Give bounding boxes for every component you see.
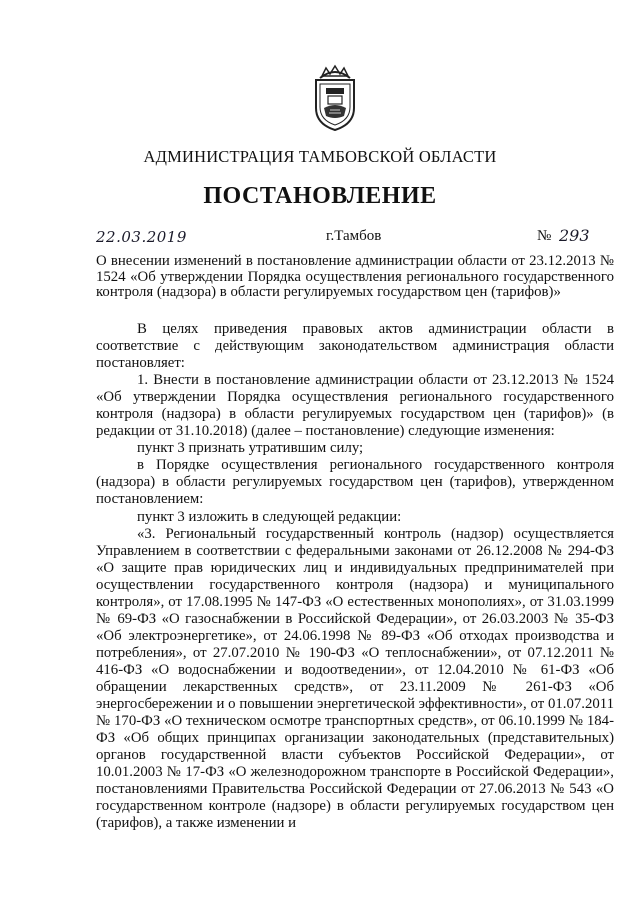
subitem-paragraph: пункт 3 признать утратившим силу; (137, 440, 364, 457)
coat-of-arms-icon (310, 64, 360, 132)
subitem-paragraph: в Порядке осуществления регионального государственного контроля (надзора) в области регулируемых государством цен (тарифов), утвержденном постановлением: (96, 457, 614, 508)
document-subject: О внесении изменений в постановление администрации области от 23.12.2013 № 1524 «Об утверждении Порядка осуществления регионального государственного контроля (надзора) в области регулируемых государством цен (тарифов)» (96, 253, 614, 301)
item-1-paragraph: 1. Внести в постановление администрации области от 23.12.2013 № 1524 «Об утверждении Порядка осуществления регионального государственного контроля (надзора) в области регулируемых государством цен (тарифов)» (в редакции от 31.10.2018) (далее – постановление) следующие изменения: (96, 372, 614, 440)
preamble-paragraph: В целях приведения правовых актов администрации области в соответствие с действующим законодательством администрация области постановляет: (96, 321, 614, 372)
handwritten-date: 22.03.2019 (96, 228, 187, 246)
date-number-row (0, 227, 640, 249)
document-type-title: ПОСТАНОВЛЕНИЕ (203, 183, 437, 209)
document-body (96, 321, 614, 832)
city-name: г.Тамбов (326, 228, 382, 244)
organization-name: АДМИНИСТРАЦИЯ ТАМБОВСКОЙ ОБЛАСТИ (143, 147, 497, 166)
subitem-paragraph: пункт 3 изложить в следующей редакции: (137, 508, 402, 525)
handwritten-number: 293 (559, 226, 590, 245)
quoted-item-paragraph: «3. Региональный государственный контроль (надзор) осуществляется Управлением в соответствии с федеральными законами от 26.12.2008 № 294-ФЗ «О защите прав юридических лиц и индивидуальных предпринимателей при осуществлении государственного контроля (надзора) и муниципального контроля», от 17.08.1995 № 147-ФЗ «О естественных монополиях», от 31.03.1999 № 69-ФЗ «О газоснабжении в Российской Федерации», от 26.03.2003 № 35-ФЗ «Об электроэнергетике», от 24.06.1998 № 89-ФЗ «Об отходах производства и потребления», от 27.07.2010 № 190-ФЗ «О теплоснабжении», от 07.12.2011 № 416-ФЗ «О водоснабжении и водоотведении», от 12.04.2010 № 61-ФЗ «Об обращении лекарственных средств», от 23.11.2009 № 261-ФЗ «Об энергосбережении и о повышении энергетической эффективности», от 01.07.2011 № 170-ФЗ «О техническом осмотре транспортных средств», от 06.10.1999 № 184-ФЗ «Об общих принципах организации законодательных (представительных) органов государственной власти субъектов Российской Федерации», от 10.01.2003 № 17-ФЗ «О железнодорожном транспорте в Российской Федерации», постановлениями Правительства Российской Федерации от 27.06.2013 № 543 «О государственном контроле (надзоре) в области регулируемых государством цен (тарифов), а также изменении и (96, 525, 614, 832)
number-label: № (537, 228, 552, 244)
